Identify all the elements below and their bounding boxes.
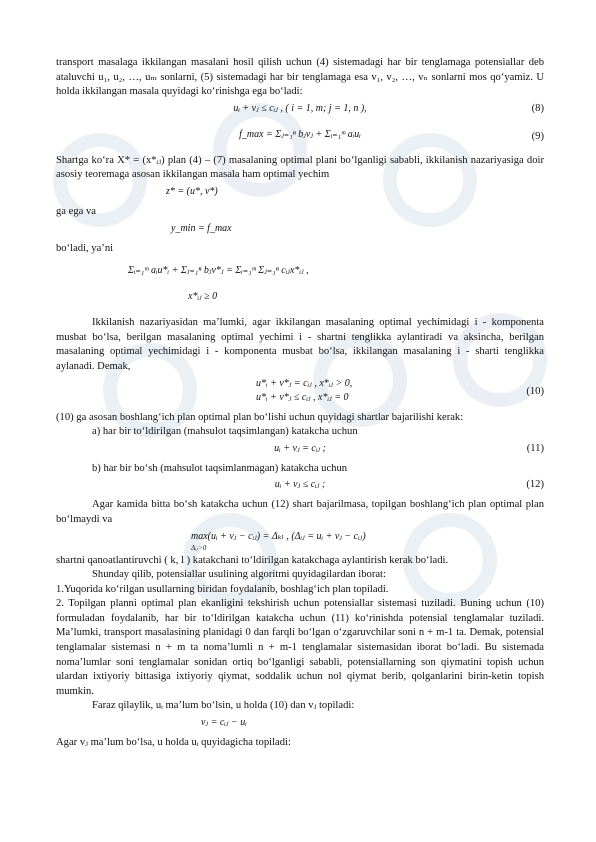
equation-y — [56, 222, 544, 240]
paragraph-algoritm: Shunday qilib, potensiallar usulining algoritmi quyidagilardan iborat: — [92, 569, 386, 581]
paragraph-boladi: bo‘ladi, ya’ni — [56, 242, 114, 254]
equation-x-formula: x*ᵢⱼ ≥ 0 — [188, 291, 218, 303]
paragraph-ga-ega: ga ega va — [56, 205, 96, 217]
paragraph-intro: transport masalaga ikkilangan masalani hosil qilish uchun (4) sistemadagi har bir tenglamaga potensiallar deb ataluvchi u₁, u₂, …, uₘ sonlarni, (5) sistemadagi har bir tenglamaga esa v₁, v₂, …, vₙ sonlarni mos qo‘yamiz. U holda ikkilangan masala quyidagi ko‘rinishga ega bo‘ladi: — [56, 57, 544, 98]
equation-sum-formula: Σᵢ₌₁ᵐ aᵢu*ᵢ + Σⱼ₌₁ⁿ bⱼv*ⱼ = Σᵢ₌₁ᵐ Σⱼ₌₁ⁿ cᵢⱼx*ᵢⱼ , — [128, 265, 309, 277]
equation-9-number: (9) — [531, 130, 544, 142]
step-2: 2. Topilgan planni optimal plan ekanligini tekshirish uchun potensiallar sistemasi tuziladi. Buning uchun (10) formuladan foydalanib, har bir to‘ldirilgan katakcha uchun (11) ko‘rinishda potensial tenglamalar tuziladi. Ma’lumki, transport masalasining planidagi 0 dan farqli bo‘lgan o‘zgaruvchilar soni n + m-1 ta. Demak, potensial tenglamalar sistemasi n + m ta noma’lumli n + m-1 tenglamalar sistemasidan iborat bo‘ladi. Bu sistemada noma’lumlar soni tenglamalar sonidan ortiq bo‘lganligi sababli, potensiallarning son qiymatini topish uchun ulardan ixtiyoriy bittasiga ixtiyoriy qiymat, soddalik uchun nol qiymat berib, qolganlarini birin-ketin topish mumkin. — [56, 598, 544, 697]
equation-v — [56, 716, 544, 734]
equation-10-line-1: u*ᵢ + v*ⱼ = cᵢⱼ , x*ᵢⱼ > 0, — [256, 377, 353, 389]
equation-9 — [56, 122, 544, 152]
equation-x — [56, 290, 544, 308]
paragraph-shartga: Shartga ko‘ra X* = (x*ᵢⱼ) plan (4) – (7) masalaning optimal plani bo‘lganligi sababli, ikkilanish nazariyasiga doir asosiy teoremaga asosan ikkilangan masala ham optimal yechim — [56, 154, 544, 181]
equation-z-formula: z* = (u*, v*) — [166, 185, 218, 197]
condition-b: b) har bir bo‘sh (mahsulot taqsimlanmagan) katakcha uchun — [92, 462, 348, 474]
paragraph-shartni: shartni qanoatlantiruvchi ( k, l ) katakchani to‘ldirilgan katakchaga aylantirish kerak bo‘ladi. — [56, 554, 449, 566]
equation-max-subscript: Δᵢⱼ>0 — [191, 543, 207, 552]
equation-12-number: (12) — [526, 479, 544, 491]
equation-10-formula — [56, 377, 544, 406]
equation-11-number: (11) — [526, 442, 544, 454]
paragraph-agar-kamida: Agar kamida bitta bo‘sh katakcha uchun (12) shart bajarilmasa, topilgan boshlang‘ich plan optimal plan bo‘lmaydi va — [56, 499, 544, 525]
equation-10 — [56, 377, 544, 409]
equation-10-number: (10) — [526, 385, 544, 397]
paragraph-shartlar: (10) ga asosan boshlang‘ich plan optimal plan bo‘lishi uchun quyidagi shartlar bajarilishi kerak: — [56, 411, 464, 423]
equation-sum — [56, 258, 544, 288]
equation-max-formula: max(uᵢ + vⱼ − cᵢⱼ) = Δₖₗ , (Δᵢⱼ = uᵢ + vⱼ − cᵢⱼ) — [191, 530, 366, 542]
equation-8-formula: uᵢ + vⱼ ≤ cᵢⱼ , ( i = 1, m; j = 1, n ), — [233, 102, 367, 114]
step-1: 1.Yuqorida ko‘rilgan usullarning biridan foydalanib, boshlag‘ich plan topiladi. — [56, 583, 389, 595]
equation-8-number: (8) — [531, 102, 544, 114]
equation-9-formula: f_max = Σⱼ₌₁ⁿ bⱼvⱼ + Σᵢ₌₁ᵐ aᵢuᵢ — [239, 128, 361, 140]
equation-11 — [56, 442, 544, 460]
equation-max — [56, 530, 544, 552]
paragraph-faraz: Faraz qilaylik, uᵢ ma’lum bo‘lsin, u holda (10) dan vⱼ topiladi: — [92, 700, 355, 712]
paragraph-ikkilanish: Ikkilanish nazariyasidan ma’lumki, agar ikkilangan masalaning optimal yechimidagi i - komponenta musbat bo‘lsa, berilgan masalaning optimal yechimi i - shartni tenglikka aylantiradi va aksincha, berilgan masalaning optimal yechimidagi i - komponenta musbat bo‘lsa, ikkilangan masalaning i - sharti tenglikka aylanadi. Demak, — [56, 317, 544, 372]
equation-z — [56, 185, 544, 203]
equation-8 — [56, 102, 544, 120]
document-page — [56, 56, 544, 751]
equation-10-line-2: u*ᵢ + v*ⱼ ≤ cᵢⱼ , x*ᵢⱼ = 0 — [256, 392, 349, 404]
condition-a: a) har bir to‘ldirilgan (mahsulot taqsimlangan) katakcha uchun — [92, 426, 358, 438]
equation-v-formula: vⱼ = cᵢⱼ − uᵢ — [201, 717, 247, 729]
equation-12 — [56, 478, 544, 496]
paragraph-agar-v: Agar vⱼ ma’lum bo‘lsa, u holda uᵢ quyidagicha topiladi: — [56, 737, 291, 749]
equation-11-formula: uᵢ + vⱼ = cᵢⱼ ; — [274, 442, 326, 454]
equation-y-formula: y_min = f_max — [171, 222, 232, 234]
equation-12-formula: uᵢ + vⱼ ≤ cᵢⱼ ; — [274, 479, 326, 491]
